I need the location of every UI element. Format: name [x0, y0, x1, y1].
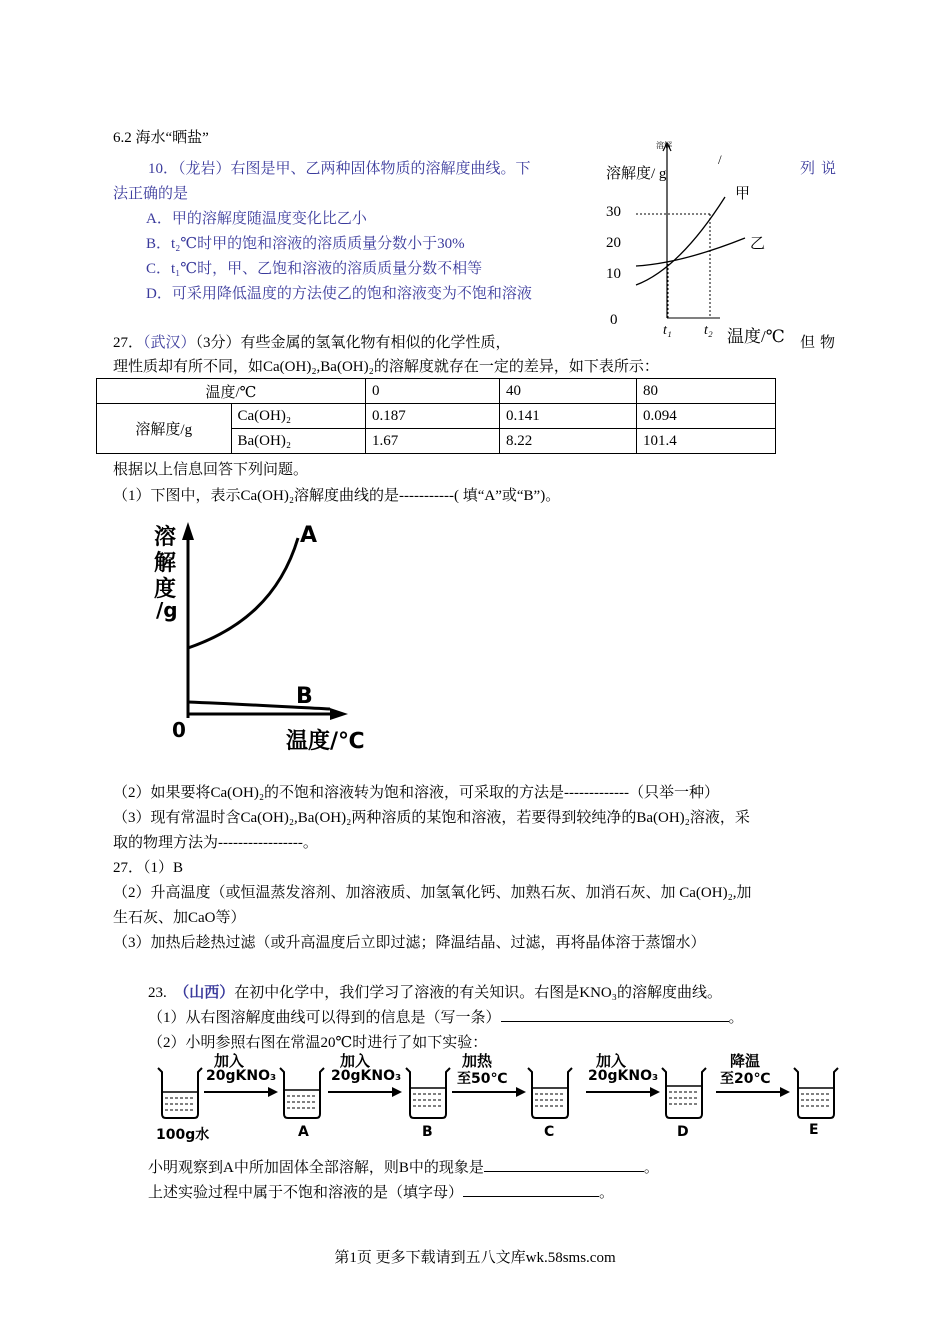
- table-cell: 8.22: [500, 429, 637, 454]
- chart2-curve-a: [188, 538, 298, 648]
- table-header-cell: 40: [500, 379, 637, 404]
- q27-points: （3分）: [195, 335, 241, 351]
- chart1-ytick-30: 30: [606, 204, 621, 220]
- chart2-ylabel-2: 解: [154, 551, 177, 576]
- q23-observation: [148, 1156, 659, 1177]
- arrow-4-bottom: 20gKNO₃: [588, 1068, 659, 1084]
- arrow-4: [586, 1087, 660, 1097]
- chart2-ylabel-3: 度: [154, 577, 177, 602]
- chart2-label-b: B: [296, 684, 313, 709]
- beaker-water: [158, 1068, 202, 1118]
- beaker-c: [528, 1068, 572, 1118]
- chart2-ylabel-4: /g: [156, 598, 178, 622]
- arrow-2: [328, 1087, 402, 1097]
- table-cell: 0.141: [500, 404, 637, 429]
- chart1-xlabel: 温度/℃: [727, 327, 785, 346]
- table-cell: Ba(OH)₂: [231, 429, 366, 454]
- q27-intro: 根据以上信息回答下列问题。: [113, 462, 309, 478]
- chart1-ytick-10: 10: [606, 266, 621, 282]
- beaker-a: [280, 1068, 324, 1118]
- beaker-label-water: 100g水: [156, 1127, 210, 1143]
- beaker-label-c: C: [544, 1124, 555, 1140]
- q27-stem-line2: 理性质却有所不同，如Ca(OH)₂,Ba(OH)₂的溶解度就存在一定的差异，如下表所示：: [113, 359, 659, 375]
- q23-sub1-end: 。: [728, 1010, 744, 1026]
- answer27-line4: （3）加热后趁热过滤（或升高温度后立即过滤；降温结晶、过滤，再将晶体溶于蒸馏水）: [113, 935, 706, 951]
- table-row: [97, 404, 776, 429]
- q27-stem-a: 有些金属的氢氧化物有相似的化学性质，: [240, 335, 511, 351]
- arrow-5-top: 降温: [730, 1052, 761, 1070]
- table-header-cell: 0: [366, 379, 500, 404]
- q10-option-b: B．t₂℃时甲的饱和溶液的溶质质量分数小于30%: [146, 236, 465, 252]
- chart1-ytick-20: 20: [606, 235, 621, 251]
- table-cell: 0.187: [366, 404, 500, 429]
- beaker-label-d: D: [677, 1124, 689, 1140]
- chart2-xlabel: 温度/℃: [286, 729, 365, 754]
- chart1-xtick-t1: t₁: [663, 323, 672, 338]
- q23-stem-text: 在初中化学中，我们学习了溶液的有关知识。右图是KNO₃的溶解度曲线。: [234, 985, 722, 1001]
- chart1-curve-yi: [636, 238, 745, 266]
- arrow-4-top: 加入: [596, 1052, 627, 1070]
- q10-option-d: D．可采用降低温度的方法使乙的饱和溶液变为不饱和溶液: [146, 286, 532, 302]
- beaker-label-a: A: [298, 1124, 309, 1140]
- arrow-2-top: 加入: [340, 1052, 371, 1070]
- answer27-line1: 27．（1）B: [113, 860, 184, 876]
- q23-observation-blank[interactable]: [484, 1157, 644, 1172]
- q27-sub3-line1: （3）现有常温时含Ca(OH)₂,Ba(OH)₂两种溶质的某饱和溶液，若要得到较纯净的Ba(OH)₂溶液，采: [113, 810, 750, 826]
- q23-sub1: [148, 1006, 744, 1027]
- q10-stem-gap: 列说: [800, 161, 843, 177]
- chart2-ylabel-1: 溶: [154, 525, 177, 550]
- table-cell: 0.094: [637, 404, 776, 429]
- chart1-ylabel: 溶解度/ g: [606, 166, 667, 182]
- chart2-y-arrow: [182, 522, 194, 540]
- arrow-3-top: 加热: [462, 1052, 493, 1070]
- q10-stem-line2: 法正确的是: [113, 186, 189, 202]
- arrow-3: [452, 1087, 526, 1097]
- q10-option-a: A．甲的溶解度随温度变化比乙小: [146, 211, 367, 227]
- arrow-5-bottom: 至20℃: [720, 1071, 771, 1087]
- solubility-table: [96, 378, 776, 454]
- q27-number: 27．: [113, 335, 144, 351]
- table-row-label: 溶解度/g: [97, 404, 232, 454]
- arrow-1-bottom: 20gKNO₃: [206, 1068, 277, 1084]
- q23-unsaturated-end: 。: [599, 1185, 615, 1201]
- q23-sub2: （2）小明参照右图在常温20℃时进行了如下实验：: [148, 1035, 488, 1051]
- q10-stem-line1: [148, 157, 531, 178]
- q23-observation-end: 。: [643, 1160, 659, 1176]
- solubility-chart-2: [150, 518, 390, 758]
- chart1-label-jia: 甲: [735, 186, 751, 202]
- beaker-label-e: E: [809, 1122, 819, 1138]
- q23-stem: [148, 981, 722, 1002]
- arrow-1-top: 加入: [214, 1052, 245, 1070]
- q10-source: （龙岩）: [178, 161, 231, 177]
- q27-sub1: （1）下图中，表示Ca(OH)₂溶解度曲线的是-----------( 填“A”或“B”)。: [113, 488, 561, 504]
- chart1-curve-jia: [636, 197, 725, 285]
- beaker-d: [662, 1068, 706, 1118]
- q23-source: （山西）: [174, 985, 235, 1001]
- table-header-cell: 温度/℃: [97, 379, 366, 404]
- q23-sub1-blank[interactable]: [501, 1007, 729, 1022]
- table-header-cell: 80: [637, 379, 776, 404]
- arrow-2-bottom: 20gKNO₃: [331, 1068, 402, 1084]
- beaker-b: [406, 1068, 450, 1118]
- q23-observation-text: 小明观察到A中所加固体全部溶解，则B中的现象是: [148, 1160, 484, 1176]
- chart1-slash: /: [718, 152, 722, 167]
- q23-unsaturated-text: 上述实验过程中属于不饱和溶液的是（填字母）: [148, 1185, 464, 1201]
- chart2-label-a: A: [300, 523, 318, 548]
- q10-number: 10．: [148, 161, 179, 177]
- page-footer: 第1页 更多下载请到五八文库wk.58sms.com: [334, 1250, 616, 1266]
- q23-unsaturated: [148, 1181, 614, 1202]
- solubility-chart-1: [600, 140, 800, 345]
- chart1-ytick-0: 0: [610, 312, 618, 328]
- chart1-xtick-t2: t₂: [704, 323, 713, 338]
- table-cell: 1.67: [366, 429, 500, 454]
- q27-sub2: （2）如果要将Ca(OH)₂的不饱和溶液转为饱和溶液，可采取的方法是-------------（只举一种）: [113, 785, 719, 801]
- beaker-label-b: B: [422, 1124, 433, 1140]
- q27-sub3-line2: 取的物理方法为-----------------。: [113, 835, 318, 851]
- q23-number: 23.: [148, 985, 167, 1001]
- chart1-tiny-label: 溶解: [656, 141, 672, 150]
- table-cell: 101.4: [637, 429, 776, 454]
- experiment-diagram: [150, 1052, 850, 1146]
- q27-stem-line1: [113, 331, 511, 352]
- chart1-label-yi: 乙: [750, 236, 766, 252]
- chart2-origin: 0: [172, 718, 186, 742]
- q10-option-c: C．t₁℃时，甲、乙饱和溶液的溶质质量分数不相等: [146, 261, 483, 277]
- q23-unsaturated-blank[interactable]: [463, 1182, 599, 1197]
- q27-source: （武汉）: [143, 335, 196, 351]
- arrow-3-bottom: 至50℃: [457, 1071, 508, 1087]
- answer27-line3: 生石灰、加CaO等）: [113, 910, 246, 926]
- answer27-line2: （2）升高温度（或恒温蒸发溶剂、加溶液质、加氢氧化钙、加熟石灰、加消石灰、加 Ca(OH)₂,加: [113, 885, 752, 901]
- q27-stem-gap: 但物: [800, 335, 841, 351]
- table-header-row: [97, 379, 776, 404]
- q10-stem-a: 右图是甲、乙两种固体物质的溶解度曲线。下: [230, 161, 531, 177]
- q23-sub1-text: （1）从右图溶解度曲线可以得到的信息是（写一条）: [148, 1010, 501, 1026]
- section-title: 6.2 海水“晒盐”: [113, 130, 209, 146]
- beaker-e: [794, 1068, 838, 1118]
- arrow-5: [716, 1087, 790, 1097]
- chart2-x-arrow: [330, 708, 348, 720]
- arrow-1: [204, 1087, 278, 1097]
- table-cell: Ca(OH)₂: [231, 404, 366, 429]
- chart2-graphics: [150, 518, 390, 758]
